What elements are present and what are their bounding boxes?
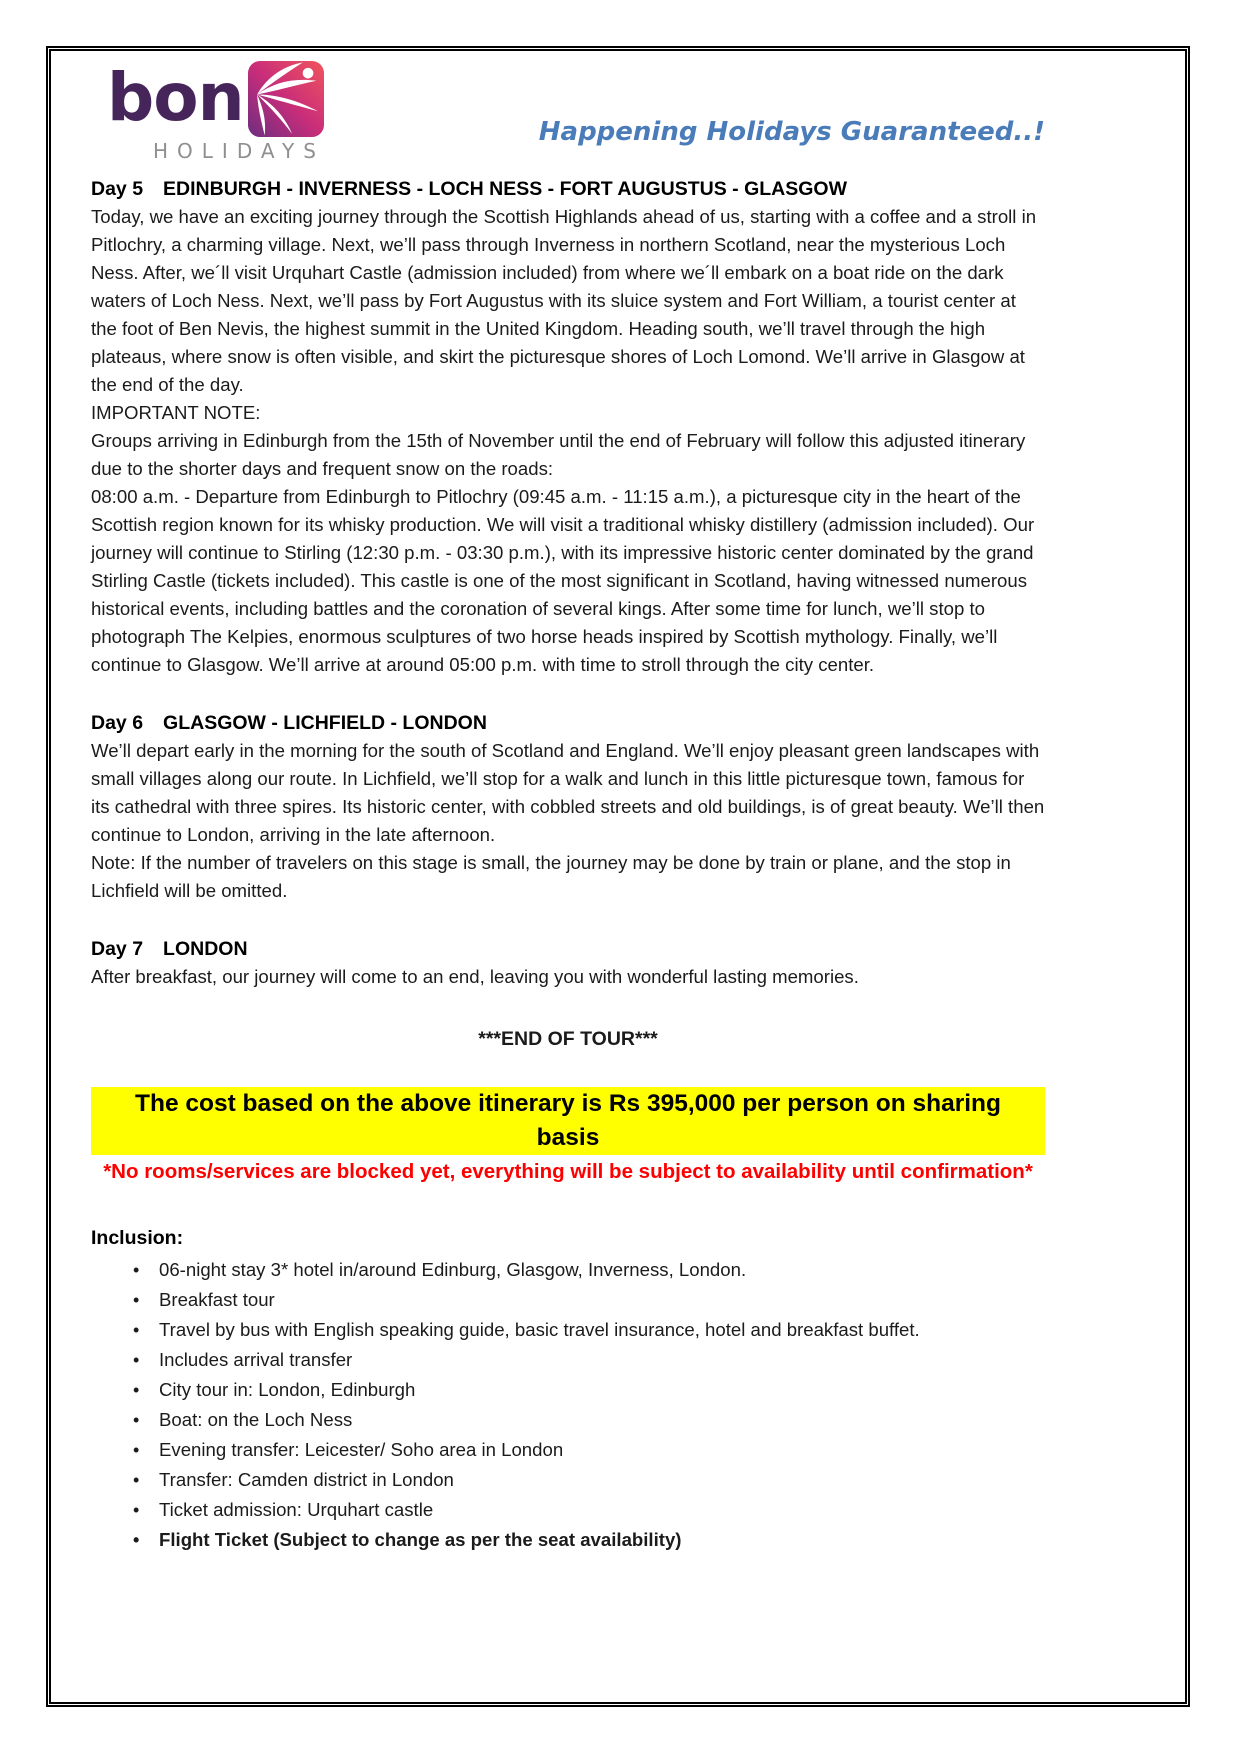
- day5-label: Day 5: [91, 178, 144, 200]
- inclusion-item: [133, 1496, 1045, 1524]
- day7-section: [91, 935, 1045, 991]
- inclusion-item-label: Boat: on the Loch Ness: [159, 1409, 353, 1430]
- inclusion-item-label: Transfer: Camden district in London: [159, 1469, 454, 1490]
- inclusion-item: [133, 1526, 1045, 1554]
- inclusion-item-label: Evening transfer: Leicester/ Soho area in London: [159, 1439, 564, 1460]
- inclusion-item: [133, 1286, 1045, 1314]
- inclusion-item: [133, 1316, 1045, 1344]
- inclusion-item: [133, 1376, 1045, 1404]
- inclusion-item-label: City tour in: London, Edinburgh: [159, 1379, 416, 1400]
- day6-label: Day 6: [91, 712, 144, 734]
- availability-disclaimer: *No rooms/services are blocked yet, everything will be subject to availability until confirmation*: [103, 1160, 1033, 1183]
- inclusion-item: [133, 1466, 1045, 1494]
- day5-heading: [91, 175, 1045, 203]
- day5-route: EDINBURGH - INVERNESS - LOCH NESS - FORT AUGUSTUS - GLASGOW: [163, 178, 848, 200]
- day5-section: [91, 175, 1045, 679]
- inclusion-item: [133, 1346, 1045, 1374]
- day6-section: [91, 709, 1045, 905]
- cost-banner: [91, 1087, 1045, 1155]
- inclusion-item: [133, 1256, 1045, 1284]
- inclusion-item-label: Travel by bus with English speaking guide, basic travel insurance, hotel and breakfast buffet.: [159, 1319, 920, 1340]
- inclusion-item-label: Flight Ticket (Subject to change as per the seat availability): [159, 1529, 682, 1550]
- logo-text: bon: [107, 59, 244, 136]
- logo-row: [107, 61, 377, 137]
- day5-winter-itinerary: 08:00 a.m. - Departure from Edinburgh to Pitlochry (09:45 a.m. - 11:15 a.m.), a picturesque city in the heart of the Scottish region known for its whisky production. We will visit a traditional whisky distillery (admission included). Our journey will continue to Stirling (12:30 p.m. - 03:30 p.m.), with its impressive historic center dominated by the grand Stirling Castle (tickets included). This castle is one of the most significant in Scotland, having witnessed numerous historical events, including battles and the coronation of several kings. After some time for lunch, we’ll stop to photograph The Kelpies, enormous sculptures of two horse heads inspired by Scottish mythology. Finally, we’ll continue to Glasgow. We’ll arrive at around 05:00 p.m. with time to stroll through the city center.: [91, 486, 1035, 675]
- bullet-icon: •: [133, 1530, 140, 1550]
- bullet-icon: •: [133, 1470, 140, 1490]
- day5-note-intro: Groups arriving in Edinburgh from the 15th of November until the end of February will follow this adjusted itinerary due to the shorter days and frequent snow on the roads:: [91, 430, 1026, 479]
- day5-important-note-label: IMPORTANT NOTE:: [91, 402, 261, 423]
- bullet-icon: •: [133, 1350, 140, 1370]
- day5-paragraph: Today, we have an exciting journey through the Scottish Highlands ahead of us, starting with a coffee and a stroll in Pitlochry, a charming village. Next, we’ll pass through Inverness in northern Scotland, near the mysterious Loch Ness. After, we´ll visit Urquhart Castle (admission included) from where we´ll embark on a boat ride on the dark waters of Loch Ness. Next, we’ll pass by Fort Augustus with its sluice system and Fort William, a tourist center at the foot of Ben Nevis, the highest summit in the United Kingdom. Heading south, we’ll travel through the high plateaus, where snow is often visible, and skirt the picturesque shores of Loch Lomond. We’ll arrive in Glasgow at the end of the day.: [91, 206, 1037, 395]
- day7-route: LONDON: [163, 938, 248, 960]
- bullet-icon: •: [133, 1440, 140, 1460]
- bullet-icon: •: [133, 1290, 140, 1310]
- bullet-icon: •: [133, 1500, 140, 1520]
- page-frame: [46, 46, 1190, 1707]
- inclusion-item: [133, 1436, 1045, 1464]
- itinerary-content: [91, 175, 1045, 1554]
- end-of-tour: ***END OF TOUR***: [478, 1028, 658, 1050]
- palm-tree-icon: [248, 61, 324, 137]
- cost-text: The cost based on the above itinerary is Rs 395,000 per person on sharing basis: [91, 1087, 1045, 1155]
- inclusion-item-label: 06-night stay 3* hotel in/around Edinburg, Glasgow, Inverness, London.: [159, 1259, 747, 1280]
- inclusion-heading: Inclusion:: [91, 1227, 184, 1249]
- bullet-icon: •: [133, 1320, 140, 1340]
- brand-logo: [107, 61, 377, 163]
- day7-heading: [91, 935, 1045, 963]
- inclusion-item-label: Ticket admission: Urquhart castle: [159, 1499, 434, 1520]
- day6-heading: [91, 709, 1045, 737]
- inclusion-item-label: Includes arrival transfer: [159, 1349, 353, 1370]
- bullet-icon: •: [133, 1380, 140, 1400]
- inclusion-item-label: Breakfast tour: [159, 1289, 275, 1310]
- inclusion-list: [133, 1256, 1045, 1554]
- bullet-icon: •: [133, 1410, 140, 1430]
- inclusion-item: [133, 1406, 1045, 1434]
- brand-header: [91, 57, 1145, 161]
- day7-label: Day 7: [91, 938, 144, 960]
- logo-subtext: HOLIDAYS: [153, 139, 325, 163]
- day6-route: GLASGOW - LICHFIELD - LONDON: [163, 712, 487, 734]
- day6-note: Note: If the number of travelers on this stage is small, the journey may be done by train or plane, and the stop in Lichfield will be omitted.: [91, 852, 1011, 901]
- inclusion-section: [91, 1224, 1045, 1554]
- brand-tagline: Happening Holidays Guaranteed..!: [538, 117, 1045, 147]
- bullet-icon: •: [133, 1260, 140, 1280]
- day7-paragraph: After breakfast, our journey will come to an end, leaving you with wonderful lasting memories.: [91, 966, 859, 987]
- day6-paragraph: We’ll depart early in the morning for the south of Scotland and England. We’ll enjoy pleasant green landscapes with small villages along our route. In Lichfield, we’ll stop for a walk and lunch in this little picturesque town, famous for its cathedral with three spires. Its historic center, with cobbled streets and old buildings, is of great beauty. We’ll then continue to London, arriving in the late afternoon.: [91, 740, 1045, 845]
